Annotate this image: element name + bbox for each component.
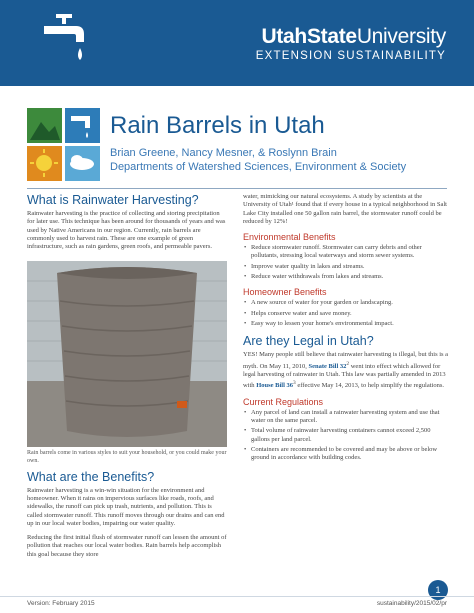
authors-block bbox=[110, 146, 406, 174]
sustainability-logo-icon bbox=[27, 108, 100, 181]
faucet-icon bbox=[40, 12, 88, 68]
environmental-benefits-list bbox=[243, 244, 449, 281]
paragraph-what-is: Rainwater harvesting is the practice of collecting and storing precipitation for later use. This technique has been around for thousands of years and was used by Native Americans in our region. Currently, rain barrels are commonly used to harvest rain. These are one example of green infrastructure, such as rain gardens, green roofs, and permeable pavers. bbox=[27, 210, 226, 251]
list-item: • Reduce water withdrawals from lakes and streams. bbox=[243, 273, 449, 281]
paragraph-legal bbox=[243, 351, 449, 391]
legal-text-a: YES! Many people still believe that rainwater harvesting is illegal, but this is a myth. On May 11, 2010, bbox=[243, 351, 449, 370]
list-item: • Easy way to lessen your home's environmental impact. bbox=[243, 320, 449, 328]
heading-what-is: What is Rainwater Harvesting? bbox=[27, 193, 199, 207]
header-banner bbox=[0, 0, 474, 86]
senate-bill-link[interactable]: Senate Bill 32 bbox=[308, 362, 347, 370]
list-item: • Containers are recommended to be covered and may be above or below ground in accordance with building codes. bbox=[243, 446, 449, 463]
brand-bold: UtahState bbox=[261, 25, 357, 48]
page-number: 1 bbox=[428, 580, 448, 600]
homeowner-benefits-list bbox=[243, 299, 449, 328]
footer-version: Version: February 2015 bbox=[27, 600, 95, 607]
rain-barrel-photo bbox=[27, 261, 227, 447]
list-item: • Any parcel of land can install a rainwater harvesting system and use that water on the same parcel. bbox=[243, 409, 449, 426]
left-column bbox=[27, 193, 227, 559]
right-column bbox=[243, 193, 449, 465]
departments: Departments of Watershed Sciences, Environment & Society bbox=[110, 161, 407, 173]
list-item: • Total volume of rainwater harvesting containers cannot exceed 2,500 gallons per land parcel. bbox=[243, 427, 449, 444]
heading-benefits: What are the Benefits? bbox=[27, 469, 155, 484]
list-item: • Helps conserve water and save money. bbox=[243, 310, 449, 318]
list-item: • A new source of water for your garden or landscaping. bbox=[243, 299, 449, 307]
page-title: Rain Barrels in Utah bbox=[110, 112, 325, 139]
brand-regular: University bbox=[356, 25, 446, 48]
paragraph-continued: water, mimicking our natural ecosystems. A study by scientists at the University of Utah¹ found that if every house in a typical neighborhood in Salt Lake City installed one 50 gallon rain barrel, the stormwater runoff could be reduced by 12%! bbox=[243, 193, 447, 225]
extension-subtitle: EXTENSION SUSTAINABILITY bbox=[255, 50, 446, 62]
footer-divider bbox=[0, 596, 474, 597]
divider bbox=[27, 188, 447, 189]
legal-text-c: effective May 14, 2013, to help simplify the regulations. bbox=[295, 382, 444, 390]
house-bill-footnote: 3 bbox=[293, 380, 296, 387]
footer-reference: sustainability/2015/02/pr bbox=[376, 600, 447, 607]
heading-homeowner-benefits: Homeowner Benefits bbox=[243, 287, 327, 298]
list-item: • Reduce stormwater runoff. Stormwater can carry debris and other pollutants, stressing local waterways and storm sewer systems. bbox=[243, 244, 449, 261]
legal-text-b: went into effect which allowed for legal harvesting of rainwater in Utah. This law was partially amended in 2013 with bbox=[243, 362, 446, 390]
senate-bill-footnote: 2 bbox=[346, 360, 350, 367]
photo-caption: Rain barrels come in various styles to suit your household, or you could make your own. bbox=[27, 450, 227, 465]
authors: Brian Greene, Nancy Mesner, & Roslynn Brain bbox=[110, 147, 337, 159]
paragraph-benefits-1: Rainwater harvesting is a win-win situation for the environment and homeowner. When it rains on impervious surfaces like roads, roofs, and sidewalks, the runoff can pick up trash, nutrients, and pollution. This is called stormwater runoff. This runoff moves through our drains and can end up in our local water bodies, impairing our water quality. bbox=[27, 486, 225, 527]
paragraph-benefits-2: Reducing the first initial flush of stormwater runoff can lessen the amount of pollution that reaches our local water bodies. Rain barrels help accomplish this goal because they store bbox=[27, 534, 227, 558]
usu-logo bbox=[256, 26, 446, 64]
heading-current-regulations: Current Regulations bbox=[243, 396, 324, 407]
house-bill-link[interactable]: House Bill 36 bbox=[256, 382, 294, 390]
heading-legal: Are they Legal in Utah? bbox=[243, 334, 374, 349]
regulations-list bbox=[243, 409, 449, 463]
heading-environmental-benefits: Environmental Benefits bbox=[243, 232, 336, 243]
list-item: • Improve water quality in lakes and streams. bbox=[243, 263, 449, 271]
